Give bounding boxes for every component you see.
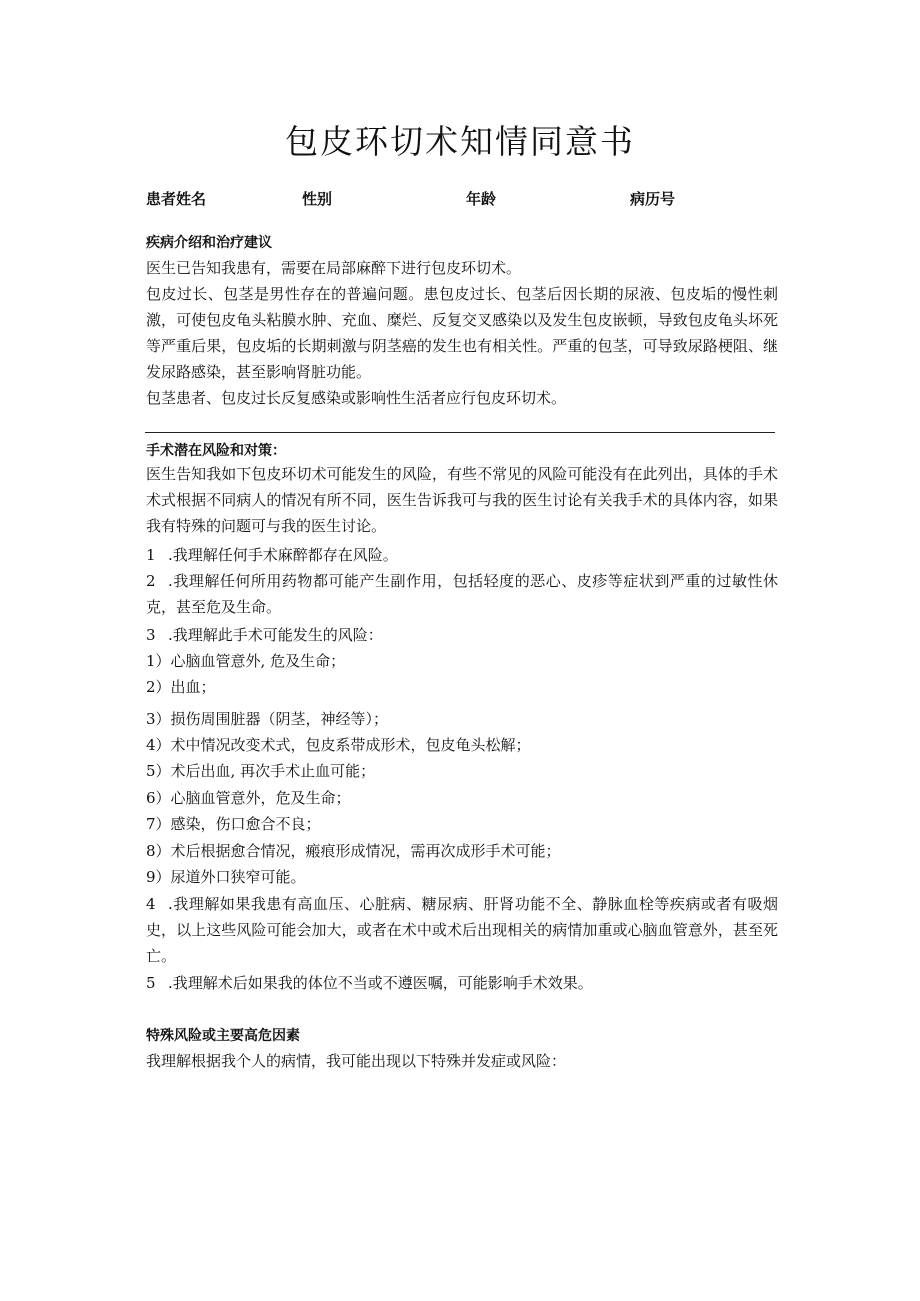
risk-item-3-number: 3	[146, 626, 156, 644]
patient-info-row	[0, 188, 920, 210]
risk-sub-item: 8）术后根据愈合情况，瘢痕形成情况，需再次成形手术可能；	[146, 842, 561, 860]
intro-paragraph-1: 医生已告知我患有，需要在局部麻醉下进行包皮环切术。	[146, 259, 522, 277]
risk-item-2	[146, 568, 778, 620]
risk-item-2-text: .我理解任何所用药物都可能产生副作用，包括轻度的恶心、皮疹等症状到严重的过敏性休克，甚至危及生命。	[146, 572, 778, 616]
risks-intro: 医生告知我如下包皮环切术可能发生的风险，有些不常见的风险可能没有在此列出，具体的手术术式根据不同病人的情况有所不同，医生告诉我可与我的医生讨论有关我手术的具体内容，如果我有特殊的问题可与我的医生讨论。	[146, 465, 778, 535]
risk-item-1-text: .我理解任何手术麻醉都存在风险。	[168, 546, 398, 564]
risk-item-4	[146, 891, 778, 969]
special-risks-heading: 特殊风险或主要高危因素	[146, 1028, 300, 1044]
risk-item-4-text: .我理解如果我患有高血压、心脏病、糖尿病、肝肾功能不全、静脉血栓等疾病或者有吸烟史，以上这些风险可能会加大，或者在术中或术后出现相关的病情加重或心脑血管意外，甚至死亡。	[146, 895, 778, 965]
risks-heading: 手术潜在风险和对策：	[146, 443, 286, 459]
risk-sub-item: 7）感染，伤口愈合不良；	[146, 815, 321, 833]
risk-sub-item: 4）术中情况改变术式，包皮系带成形术，包皮龟头松解；	[146, 736, 531, 754]
sex-label: 性别	[302, 190, 333, 208]
risk-item-1	[146, 542, 786, 568]
intro-paragraph-2: 包皮过长、包茎是男性存在的普遍问题。患包皮过长、包茎后因长期的尿液、包皮垢的慢性刺激，可使包皮龟头粘膜水肿、充血、糜烂、反复交叉感染以及发生包皮嵌顿，导致包皮龟头坏死等严重后果，包皮垢的长期刺激与阴茎癌的发生也有相关性。严重的包茎，可导致尿路梗阻、继发尿路感染，甚至影响肾脏功能。	[146, 285, 778, 381]
risk-sub-item: 3）损伤周围脏器（阴茎，神经等）；	[146, 710, 389, 728]
section-divider	[145, 432, 775, 433]
patient-name-label: 患者姓名	[146, 190, 207, 208]
risk-item-5-number: 5	[146, 974, 156, 992]
risk-item-3-text: .我理解此手术可能发生的风险：	[168, 626, 383, 644]
risk-item-2-number: 2	[146, 572, 156, 590]
age-label: 年龄	[466, 190, 497, 208]
risk-item-4-number: 4	[146, 895, 156, 913]
record-number-label: 病历号	[630, 190, 676, 208]
risk-item-5	[146, 970, 786, 996]
risk-item-3	[146, 622, 786, 648]
risk-item-5-text: .我理解术后如果我的体位不当或不遵医嘱，可能影响手术效果。	[168, 974, 593, 992]
intro-paragraph-3: 包茎患者、包皮过长反复感染或影响性生活者应行包皮环切术。	[146, 389, 567, 407]
risk-item-1-number: 1	[146, 546, 156, 564]
risk-sub-item: 2）出血；	[146, 678, 216, 696]
risk-sub-item: 5）术后出血, 再次手术止血可能；	[146, 762, 376, 780]
intro-heading: 疾病介绍和治疗建议	[146, 235, 272, 251]
risk-sub-item: 6）心脑血管意外，危及生命；	[146, 789, 351, 807]
document-title: 包皮环切术知情同意书	[285, 122, 635, 161]
special-risks-text: 我理解根据我个人的病情，我可能出现以下特殊并发症或风险：	[146, 1052, 567, 1070]
risk-sub-item: 9）尿道外口狭窄可能。	[146, 868, 306, 886]
risk-sub-item: 1）心脑血管意外, 危及生命；	[146, 652, 346, 670]
